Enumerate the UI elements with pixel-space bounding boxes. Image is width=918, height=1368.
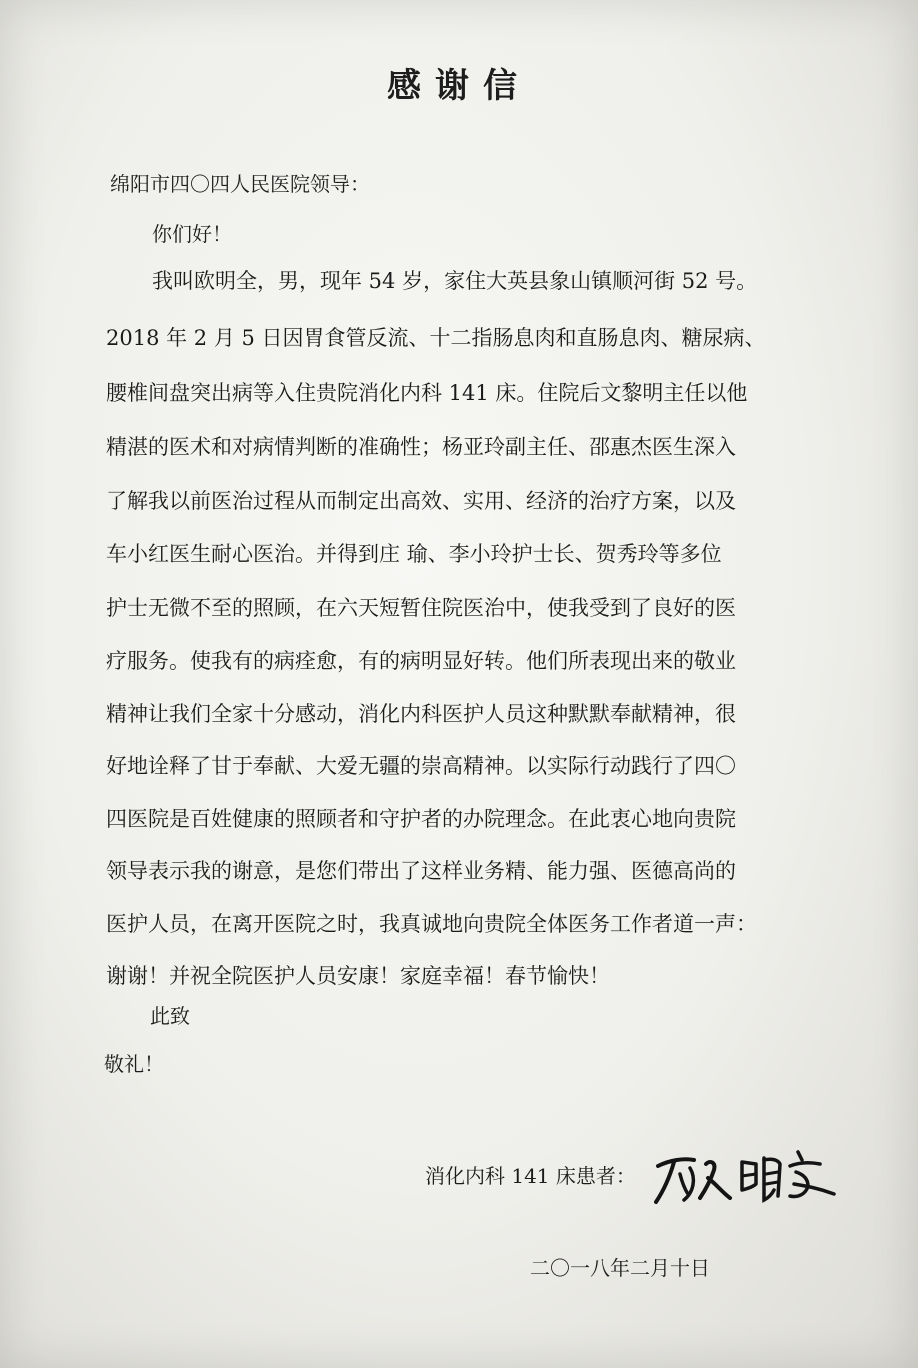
body-line: 好地诠释了甘于奉献、大爱无疆的崇高精神。以实际行动践行了四〇 bbox=[106, 754, 736, 778]
letter-title: 感谢信 bbox=[387, 66, 531, 106]
body-line: 精湛的医术和对病情判断的准确性；杨亚玲副主任、邵惠杰医生深入 bbox=[106, 435, 736, 459]
body-line: 腰椎间盘突出病等入住贵院消化内科 141 床。住院后文黎明主任以他 bbox=[106, 381, 748, 405]
handwritten-signature bbox=[650, 1138, 840, 1218]
body-line: 精神让我们全家十分感动，消化内科医护人员这种默默奉献精神，很 bbox=[106, 702, 736, 726]
body-line: 护士无微不至的照顾，在六天短暂住院医治中，使我受到了良好的医 bbox=[106, 596, 736, 620]
signature-drawing bbox=[650, 1138, 840, 1218]
letter-date: 二〇一八年二月十日 bbox=[530, 1256, 710, 1280]
body-line: 了解我以前医治过程从而制定出高效、实用、经济的治疗方案，以及 bbox=[106, 489, 736, 513]
body-line: 我叫欧明全，男，现年 54 岁，家住大英县象山镇顺河街 52 号。 bbox=[152, 269, 758, 293]
body-line: 疗服务。使我有的病痊愈，有的病明显好转。他们所表现出来的敬业 bbox=[106, 649, 736, 673]
body-line: 车小红医生耐心医治。并得到庄 瑜、李小玲护士长、贺秀玲等多位 bbox=[106, 542, 722, 566]
closing-line-1: 此致 bbox=[150, 1004, 190, 1028]
greeting: 你们好！ bbox=[152, 222, 232, 246]
body-line: 谢谢！并祝全院医护人员安康！家庭幸福！春节愉快！ bbox=[106, 964, 610, 988]
body-line: 医护人员，在离开医院之时，我真诚地向贵院全体医务工作者道一声： bbox=[106, 912, 757, 936]
closing-line-2: 敬礼！ bbox=[104, 1052, 164, 1076]
body-line: 2018 年 2 月 5 日因胃食管反流、十二指肠息肉和直肠息肉、糖尿病、 bbox=[106, 326, 766, 350]
salutation: 绵阳市四〇四人民医院领导： bbox=[110, 172, 370, 196]
body-line: 四医院是百姓健康的照顾者和守护者的办院理念。在此衷心地向贵院 bbox=[106, 807, 736, 831]
signer-label: 消化内科 141 床患者： bbox=[425, 1164, 636, 1188]
body-line: 领导表示我的谢意，是您们带出了这样业务精、能力强、医德高尚的 bbox=[106, 859, 736, 883]
